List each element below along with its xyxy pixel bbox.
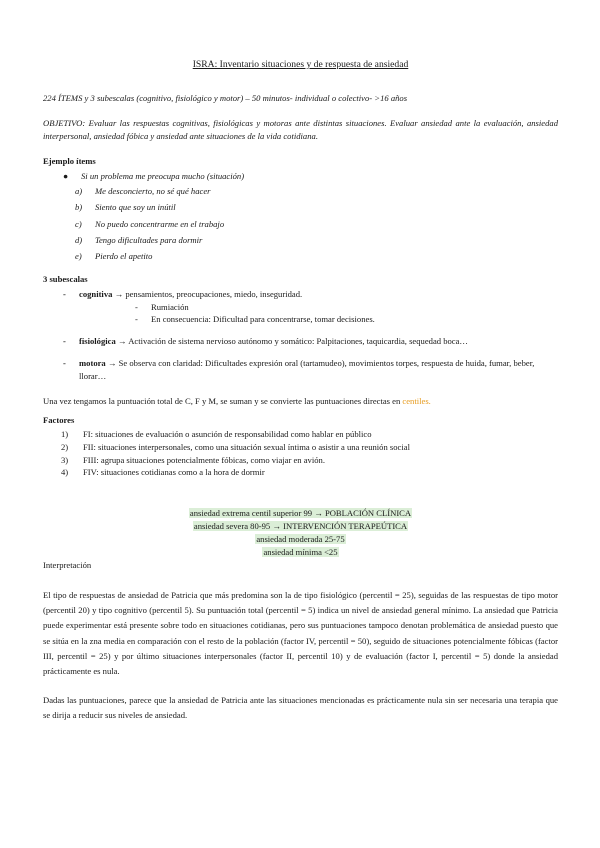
subscales-heading: 3 subescalas (43, 273, 88, 284)
level-line: ansiedad moderada 25-75 (256, 534, 345, 545)
factor-item: 4) FIV: situaciones cotidianas como a la hora de dormir (61, 467, 265, 478)
level-line: ansiedad extrema centil superior 99 → POBLACIÓN CLÍNICA (189, 508, 412, 519)
subscale-text: pensamientos, preocupaciones, miedo, inseguridad. (123, 288, 303, 299)
factors-heading: Factores (43, 414, 75, 425)
interpretation-paragraph-1: El tipo de respuestas de ansiedad de Patricia que más predomina son la de tipo fisiológico (percentil = 25), seguidas de las respuestas de tipo motor (percentil 20) y tipo cognitivo (percentil 5). Su puntuación total (percentil = 5) indica un nivel de ansiedad general mínimo. La ansiedad que Patricia puede experimentar está presente sobre todo en situaciones cotidianas, pero sus puntuaciones tampoco denotan problemática de ansiedad puesto que se sitúa en la zna media en comparación con el resto de la población (factor IV, percentil = 50), seguido de situaciones potencialmente fóbicas (factor III, percentil = 25) y por último situaciones interpersonales (factor II, percentil 10) y de evaluación (factor I, percentil = 5) donde la ansiedad prácticamente es nula. (43, 589, 558, 677)
factor-item: 2) FII: situaciones interpersonales, como una situación sexual íntima o asistir a una reunión social (61, 441, 410, 452)
example-main-text: Si un problema me preocupa mucho (situación) (81, 170, 245, 181)
subscale-cognitive (43, 288, 558, 327)
example-item: d) Tengo dificultades para dormir (75, 235, 203, 246)
centiles-highlight: centiles. (402, 396, 431, 407)
examples-list (43, 170, 558, 183)
summary-line: 224 ÍTEMS y 3 subescalas (cognitivo, fisiológico y motor) – 50 minutos- individual o colectivo- >16 años (43, 93, 408, 104)
subscale-name: fisiológica (79, 336, 116, 347)
subitem: - Rumiación (135, 301, 189, 312)
subscale-name: motora (79, 358, 106, 369)
interpretation-heading: Interpretación (43, 559, 92, 570)
example-item: a) Me desconcierto, no sé qué hacer (75, 185, 211, 196)
document-title: ISRA: Inventario situaciones y de respuesta de ansiedad (192, 59, 409, 70)
objective-paragraph: OBJETIVO: Evaluar las respuestas cognitivas, fisiológicas y motoras ante distintas situaciones. Evaluar ansiedad ante la evaluación, ansiedad interpersonal, ansiedad fóbica y ansiedad ante situaciones de la vida cotidiana. (43, 118, 558, 142)
example-item: b) Siento que soy un inútil (75, 202, 176, 213)
interpretation-paragraph-2: Dadas las puntuaciones, parece que la ansiedad de Patricia ante las situaciones mencionadas es prácticamente nula sin ser necesaria una terapia que se dirija a reducir sus niveles de ansiedad. (43, 694, 558, 720)
dash-marker: - (63, 358, 66, 369)
level-line: ansiedad mínima <25 (263, 547, 338, 558)
example-item: e) Pierdo el apetito (75, 251, 153, 262)
factor-item: 1) FI: situaciones de evaluación o asunción de responsabilidad como hablar en público (61, 428, 372, 439)
anxiety-levels (43, 507, 558, 559)
subscale-text: Se observa con claridad: Dificultades expresión oral (tartamudeo), movimientos torpes, respuesta de huida, fumar, beber, llorar… (79, 358, 535, 382)
arrow-icon: → (107, 358, 117, 369)
factor-item: 3) FIII: agrupa situaciones potencialmente fóbicas, como viajar en avión. (61, 454, 325, 465)
arrow-icon: → (114, 288, 124, 299)
example-items (43, 185, 558, 263)
total-sentence-text: Una vez tengamos la puntuación total de C, F y M, se suman y se convierte las puntuaciones directas en (43, 396, 403, 407)
dash-marker: - (63, 336, 66, 347)
factors-list (43, 428, 558, 480)
example-main-item (63, 170, 558, 183)
level-line: ansiedad severa 80-95 → INTERVENCIÓN TERAPEÚTICA (193, 521, 408, 532)
examples-heading: Ejemplo ítems (43, 156, 96, 167)
subitem: - En consecuencia: Dificultad para concentrarse, tomar decisiones. (135, 314, 375, 325)
subscale-text: Activación de sistema nervioso autónomo y somático: Palpitaciones, taquicardia, sequedad boca… (126, 336, 469, 347)
total-score-sentence (43, 395, 558, 408)
subscale-physiological (43, 335, 558, 348)
arrow-icon: → (117, 336, 127, 347)
subscale-name: cognitiva (79, 288, 113, 299)
example-item: c) No puedo concentrarme en el trabajo (75, 218, 225, 229)
bullet-icon: ● (63, 170, 69, 181)
subscale-motor (43, 357, 558, 383)
cognitive-subitems (79, 301, 558, 327)
document-page (43, 58, 558, 723)
dash-marker: - (63, 288, 66, 299)
subscales-list (43, 288, 558, 383)
